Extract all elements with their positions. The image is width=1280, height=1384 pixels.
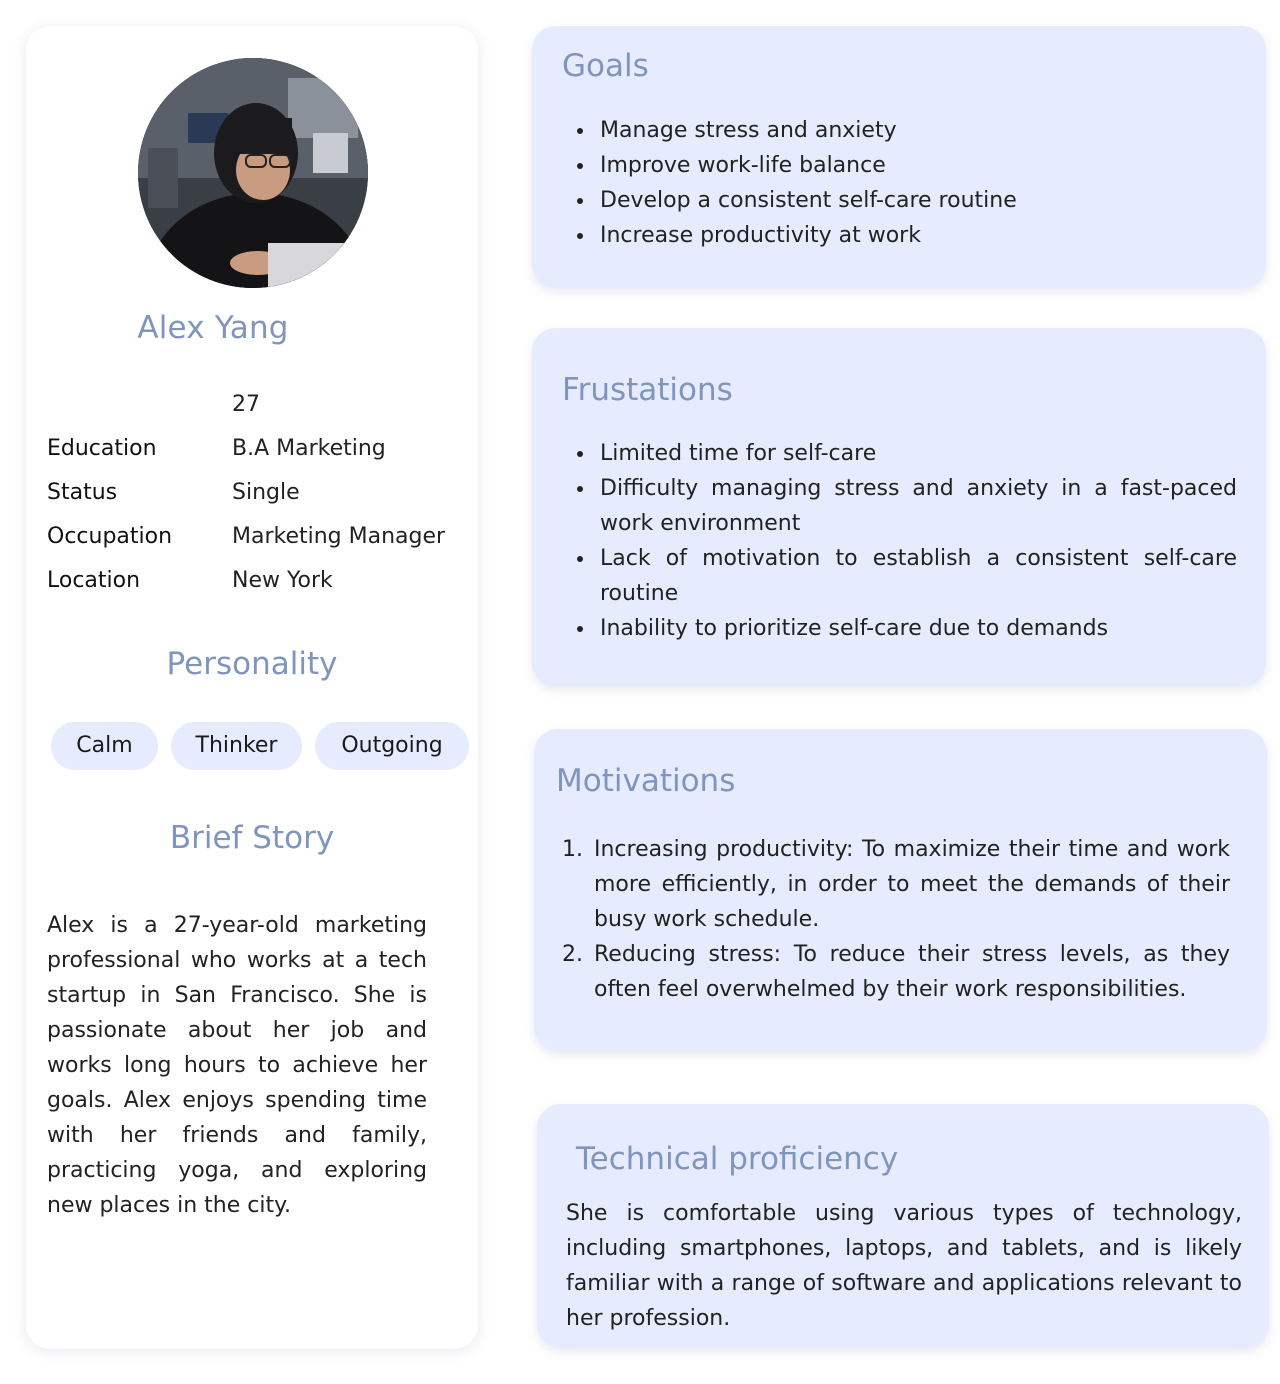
technical-proficiency-panel — [537, 1104, 1269, 1348]
numbered-item — [562, 832, 1230, 937]
detail-label: Status — [47, 480, 118, 505]
motivations-heading: Motivations — [556, 763, 736, 799]
detail-label: Location — [47, 568, 141, 593]
detail-row-status — [47, 480, 467, 524]
age-value: 27 — [232, 392, 260, 417]
brief-story-heading: Brief Story — [169, 820, 335, 856]
item-text: Reducing stress: To reduce their stress levels, as they often feel overwhelmed by their work responsibilities. — [594, 942, 1230, 1002]
detail-value: New York — [232, 568, 333, 593]
detail-label: Education — [47, 436, 157, 461]
detail-value: Marketing Manager — [232, 524, 446, 549]
brief-story-text: Alex is a 27-year-old marketing professional who works at a tech startup in San Francisco. She is passionate about her job and works long hours to achieve her goals. Alex enjoys spending time with her friends and family, practicing yoga, and exploring new places in the city. — [47, 913, 427, 1218]
frustrations-panel — [532, 328, 1266, 686]
list-item: Develop a consistent self-care routine — [562, 183, 1242, 218]
item-number: 1. — [562, 837, 583, 862]
profile-details — [47, 392, 467, 612]
item-text: Increasing productivity: To maximize their time and work more efficiently, in order to meet the demands of their busy work schedule. — [594, 837, 1230, 932]
persona-name: Alex Yang — [137, 310, 289, 346]
profile-card — [26, 26, 478, 1349]
list-item: Improve work-life balance — [562, 148, 1242, 183]
list-item: Lack of motivation to establish a consistent self-care routine — [562, 541, 1237, 611]
avatar-photo — [138, 58, 368, 288]
technical-proficiency-text: She is comfortable using various types of technology, including smartphones, laptops, and tablets, and is likely familiar with a range of software and applications relevant to her profession. — [566, 1201, 1242, 1331]
list-item: Inability to prioritize self-care due to demands — [562, 611, 1237, 646]
detail-row-occupation — [47, 524, 467, 568]
detail-row-location — [47, 568, 467, 612]
goals-panel — [532, 26, 1266, 288]
list-item: Limited time for self-care — [562, 436, 1237, 471]
list-item: Increase productivity at work — [562, 218, 1242, 253]
item-number: 2. — [562, 942, 583, 967]
detail-row-age — [47, 392, 467, 436]
detail-value: B.A Marketing — [232, 436, 386, 461]
motivations-list — [562, 832, 1230, 1007]
trait-chip: Calm — [51, 722, 158, 770]
detail-row-education — [47, 436, 467, 480]
numbered-item — [562, 937, 1230, 1007]
trait-chip: Thinker — [171, 722, 302, 770]
list-item: Manage stress and anxiety — [562, 113, 1242, 148]
goals-heading: Goals — [562, 48, 649, 84]
trait-chip: Outgoing — [315, 722, 469, 770]
detail-label: Occupation — [47, 524, 173, 549]
list-item: Difficulty managing stress and anxiety in a fast-paced work environment — [562, 471, 1237, 541]
frustrations-list — [562, 436, 1237, 646]
motivations-panel — [534, 729, 1267, 1051]
technical-proficiency-heading: Technical proficiency — [576, 1141, 899, 1177]
personality-heading: Personality — [166, 646, 338, 682]
avatar — [138, 58, 368, 288]
detail-value: Single — [232, 480, 300, 505]
frustrations-heading: Frustations — [562, 372, 733, 408]
goals-list — [562, 113, 1242, 253]
